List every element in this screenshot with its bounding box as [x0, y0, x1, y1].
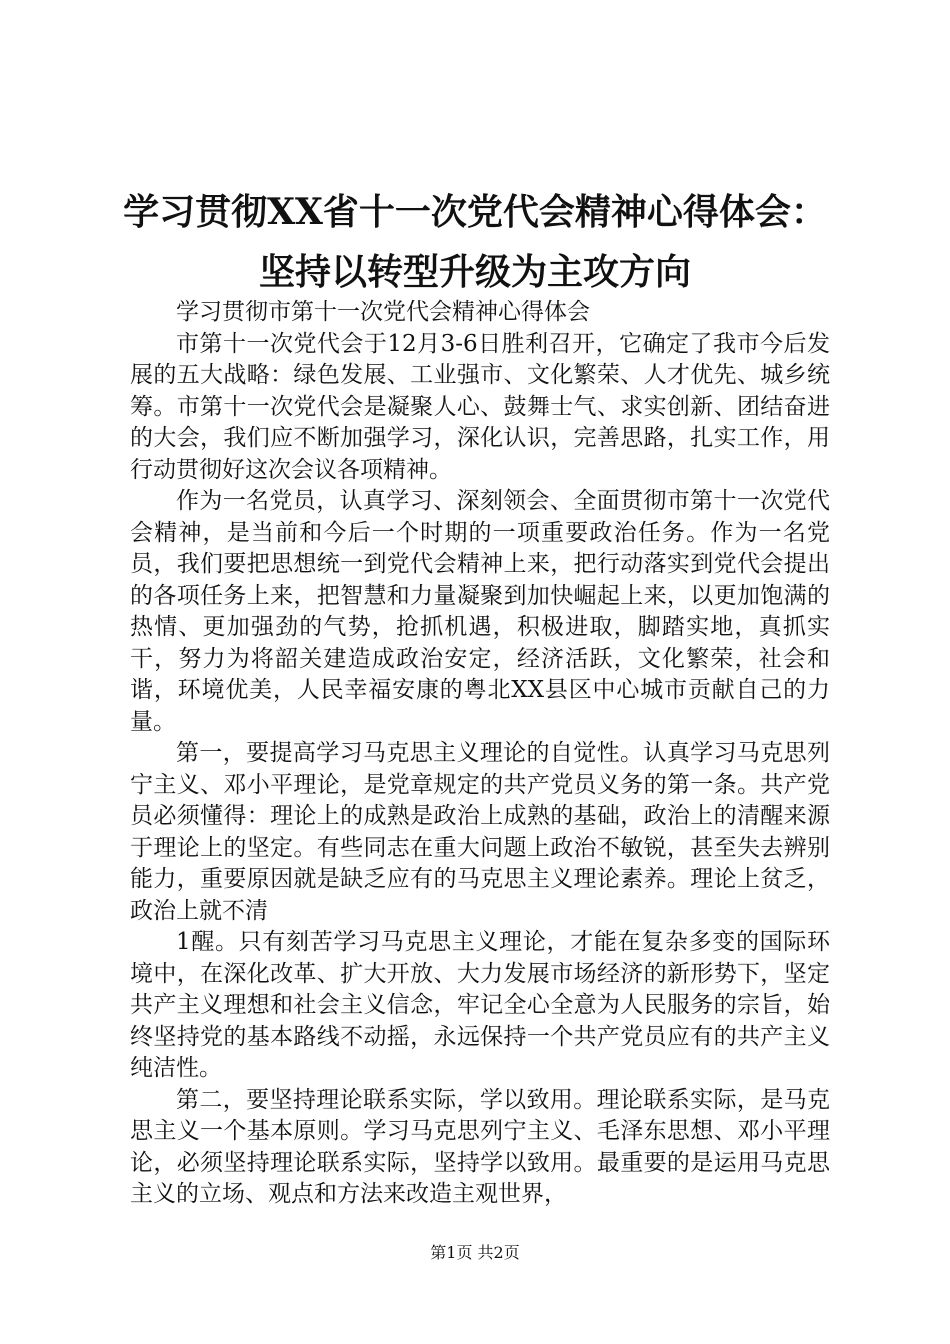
paragraph: 1醒。只有刻苦学习马克思主义理论，才能在复杂多变的国际环境中，在深化改革、扩大开放、大力发展市场经济的新形势下，坚定共产主义理想和社会主义信念，牢记全心全意为人民服务的宗旨，始终坚持党的基本路线不动摇，永远保持一个共产党员应有的共产主义纯洁性。: [130, 929, 830, 1081]
document-title-line-1: 学习贯彻XX省十一次党代会精神心得体会：: [123, 191, 827, 233]
paragraph: 市第十一次党代会于12月3-6日胜利召开，它确定了我市今后发展的五大战略：绿色发展、工业强市、文化繁荣、人才优先、城乡统筹。市第十一次党代会是凝聚人心、鼓舞士气、求实创新、团结奋进的大会，我们应不断加强学习，深化认识，完善思路，扎实工作，用行动贯彻好这次会议各项精神。: [130, 330, 830, 483]
page-footer: 第1页 共2页: [430, 1243, 520, 1262]
paragraph: 第二，要坚持理论联系实际，学以致用。理论联系实际，是马克思主义一个基本原则。学习马克思列宁主义、毛泽东思想、邓小平理论，必须坚持理论联系实际，坚持学以致用。最重要的是运用马克思主义的立场、观点和方法来改造主观世界，: [130, 1086, 830, 1207]
paragraph: 作为一名党员，认真学习、深刻领会、全面贯彻市第十一次党代会精神，是当前和今后一个时期的一项重要政治任务。作为一名党员，我们要把思想统一到党代会精神上来，把行动落实到党代会提出的各项任务上来，把智慧和力量凝聚到加快崛起上来，以更加饱满的热情、更加强劲的气势，抢抓机遇，积极进取，脚踏实地，真抓实干，努力为将韶关建造成政治安定，经济活跃，文化繁荣，社会和谐，环境优美，人民幸福安康的粤北XX县区中心城市贡献自己的力量。: [130, 488, 830, 735]
document-body: [130, 297, 830, 1211]
paragraph-subtitle: 学习贯彻市第十一次党代会精神心得体会: [176, 299, 590, 325]
document-title-line-2: 坚持以转型升级为主攻方向: [258, 251, 691, 293]
paragraph: 第一，要提高学习马克思主义理论的自觉性。认真学习马克思列宁主义、邓小平理论，是党章规定的共产党员义务的第一条。共产党员必须懂得：理论上的成熟是政治上成熟的基础，政治上的清醒来源于理论上的坚定。有些同志在重大问题上政治不敏锐，甚至失去辨别能力，重要原因就是缺乏应有的马克思主义理论素养。理论上贫乏，政治上就不清: [130, 740, 830, 924]
